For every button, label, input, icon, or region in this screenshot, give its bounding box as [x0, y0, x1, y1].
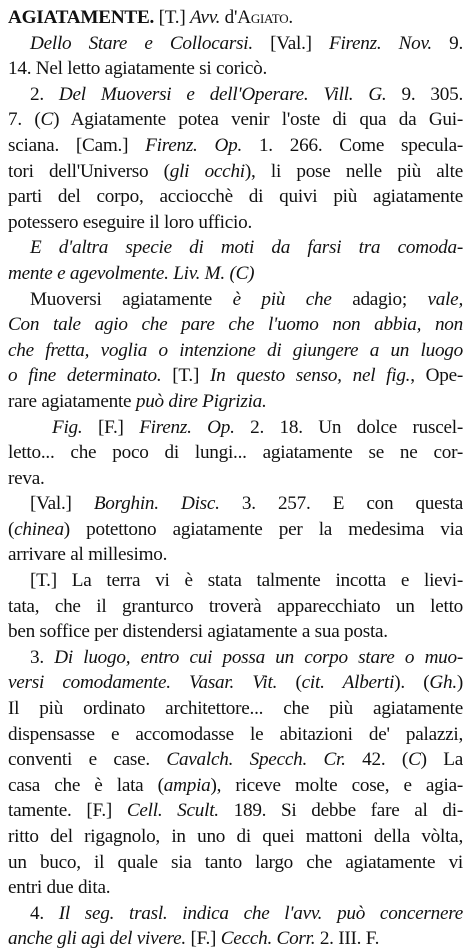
text-line [8, 133, 463, 159]
text-segment: o fine determinato. [8, 365, 162, 387]
text-line [8, 850, 463, 876]
text-segment: Borghin. Disc. [93, 493, 220, 515]
text-segment: 3. [30, 646, 55, 668]
text-segment: d' [224, 7, 238, 28]
text-segment: [F.] [82, 416, 140, 438]
text-segment: cit. Alberti [301, 672, 395, 694]
text-line [8, 645, 463, 671]
text-segment: , Ope- [410, 365, 463, 387]
text-segment: ). ( [394, 672, 430, 694]
text-segment: 2. III. F. [315, 928, 380, 949]
text-segment: 4. [30, 902, 59, 924]
text-line [8, 440, 463, 466]
text-line [8, 82, 463, 108]
text-segment: casa che è lata ( [8, 774, 164, 796]
text-line [8, 107, 463, 133]
text-line [8, 798, 463, 824]
text-segment: adagio; [331, 288, 428, 310]
text-line [8, 926, 463, 949]
text-segment: Agiato [237, 7, 289, 28]
text-segment: ritto del rigagnolo, in uno di quei mattoni della vòlta, [8, 826, 463, 847]
text-segment: potessero eseguire il loro ufficio. [8, 211, 252, 233]
text-segment: del vivere. [109, 928, 186, 949]
text-line [8, 670, 463, 696]
text-segment: Firenz. Op. [139, 416, 235, 438]
text-segment: tamente. [F.] [8, 800, 127, 822]
text-line [8, 722, 463, 748]
text-segment: ), li pose nelle più alte [244, 160, 463, 182]
text-segment: Del Muoversi e dell'Operare. Vill. G. [58, 83, 387, 105]
text-segment: ampia [163, 774, 211, 796]
text-line [8, 517, 463, 543]
text-segment: dispensasse e accomodasse le abitazioni de' palazzi, [8, 723, 463, 745]
text-segment: è più che [232, 288, 332, 310]
text-segment: ( [277, 672, 302, 694]
text-segment: gli occhi [169, 160, 245, 182]
text-segment: 2. 18. Un dolce ruscel- [234, 416, 463, 438]
text-segment: anche gli ag [8, 928, 100, 949]
entry-agiatamente [8, 5, 463, 949]
text-line [8, 210, 463, 236]
text-segment: Il più ordinato architettore... che più agiatamente [8, 698, 463, 720]
text-segment: ben soffice per distendersi agiatamente a sua posta. [8, 621, 388, 643]
text-segment: 189. Si debbe fare al di- [218, 800, 463, 822]
text-segment: mente e agevolmente. Liv. M. (C) [8, 262, 255, 284]
text-segment: 7. ( [8, 109, 41, 131]
text-segment: Il seg. trasl. indica che l'avv. può concernere [58, 902, 463, 924]
text-segment: 1. 266. Come specula- [242, 134, 463, 156]
text-segment: [T.] [161, 365, 210, 387]
text-line [8, 696, 463, 722]
text-segment: tori dell'Universo ( [8, 160, 170, 182]
text-segment: C [40, 109, 54, 131]
text-segment: Con tale agio che pare che l'uomo non abbia, non [8, 314, 463, 336]
text-line [8, 875, 463, 901]
text-line [8, 568, 463, 594]
text-segment: Muoversi agiatamente [30, 288, 233, 310]
text-segment: reva. [8, 467, 45, 489]
text-segment: Cecch. Corr. [220, 928, 316, 949]
headword: AGIATAMENTE. [8, 7, 155, 28]
text-segment: Firenz. Nov. [328, 32, 432, 54]
text-segment: In questo senso, nel fig. [209, 365, 411, 387]
text-segment: parti del corpo, acciocchè di quivi più agiatamente [8, 186, 463, 208]
text-line [8, 312, 463, 338]
text-segment: . [288, 7, 293, 28]
text-segment: [F.] [185, 928, 221, 949]
text-line [8, 184, 463, 210]
text-segment: i [99, 928, 110, 949]
text-segment: tata, che il granturco troverà apparecchiato un letto [8, 595, 463, 617]
text-line [8, 619, 463, 645]
text-segment: Gh. [429, 672, 457, 694]
text-line [8, 901, 463, 927]
text-segment: 2. [30, 83, 59, 105]
text-segment: ) La [420, 749, 463, 771]
text-line [8, 56, 463, 82]
text-line [8, 747, 463, 773]
text-segment: [T.] La terra vi è stata talmente incotta e lievi- [30, 570, 463, 592]
text-line [8, 287, 463, 313]
text-segment: rare agiatamente [8, 390, 136, 412]
text-segment: vale, [427, 288, 463, 310]
text-segment: letto... che poco di lungi... agiatamente se ne cor- [8, 442, 463, 464]
text-line [8, 491, 463, 517]
text-segment: un buco, il quale sia tanto largo che agiatamente vi [8, 851, 463, 873]
text-segment: Cell. Scult. [126, 800, 219, 822]
text-segment: Avv. [190, 7, 225, 28]
text-segment: versi comodamente. Vasar. Vit. [8, 672, 278, 694]
text-segment: entri due dita. [8, 877, 111, 899]
text-segment: conventi e case. [8, 749, 167, 771]
text-segment: che fretta, voglia o intenzione di giungere a un luogo [8, 339, 463, 361]
text-line [8, 235, 463, 261]
text-segment: E d'altra specie di moti da farsi tra comoda- [30, 237, 463, 259]
text-line [8, 159, 463, 185]
text-line [8, 261, 463, 287]
text-segment: 3. 257. E con questa [219, 493, 463, 515]
text-line [8, 338, 463, 364]
text-segment: 42. ( [345, 749, 409, 771]
text-segment: sciana. [Cam.] [8, 134, 146, 156]
text-line [8, 824, 463, 850]
text-segment: ) [456, 672, 463, 694]
text-segment: ) Agiatamente potea venir l'oste di qua da Gui- [53, 109, 463, 131]
text-segment: chinea [14, 518, 64, 540]
text-segment: 9. 305. [386, 83, 463, 105]
text-line [8, 31, 463, 57]
text-segment: C [408, 749, 421, 771]
text-line [8, 542, 463, 568]
text-segment: ) potettono agiatamente per la medesima via [63, 518, 463, 540]
text-segment: Cavalch. Specch. Cr. [166, 749, 346, 771]
text-segment: ), riceve molte cose, e agia- [210, 774, 463, 796]
text-line [8, 389, 463, 415]
text-segment: arrivare al millesimo. [8, 544, 168, 566]
text-segment: Firenz. Op. [145, 134, 243, 156]
text-segment: [Val.] [30, 493, 94, 515]
text-line [8, 415, 463, 441]
text-segment: [T.] [154, 7, 191, 28]
text-segment: può dire Pigrizia. [135, 390, 267, 412]
text-line [8, 773, 463, 799]
text-segment: [Val.] [252, 32, 329, 54]
text-line [8, 363, 463, 389]
text-segment: Dello Stare e Collocarsi. [30, 32, 253, 54]
text-segment: 14. Nel letto agiatamente si coricò. [8, 58, 267, 80]
text-segment: 9. [431, 32, 463, 54]
text-line [8, 466, 463, 492]
text-line [8, 594, 463, 620]
text-line [8, 5, 463, 31]
text-segment: Di luogo, entro cui possa un corpo stare o muo- [54, 646, 463, 668]
text-segment: ( [8, 518, 15, 540]
text-segment: Fig. [52, 416, 83, 438]
